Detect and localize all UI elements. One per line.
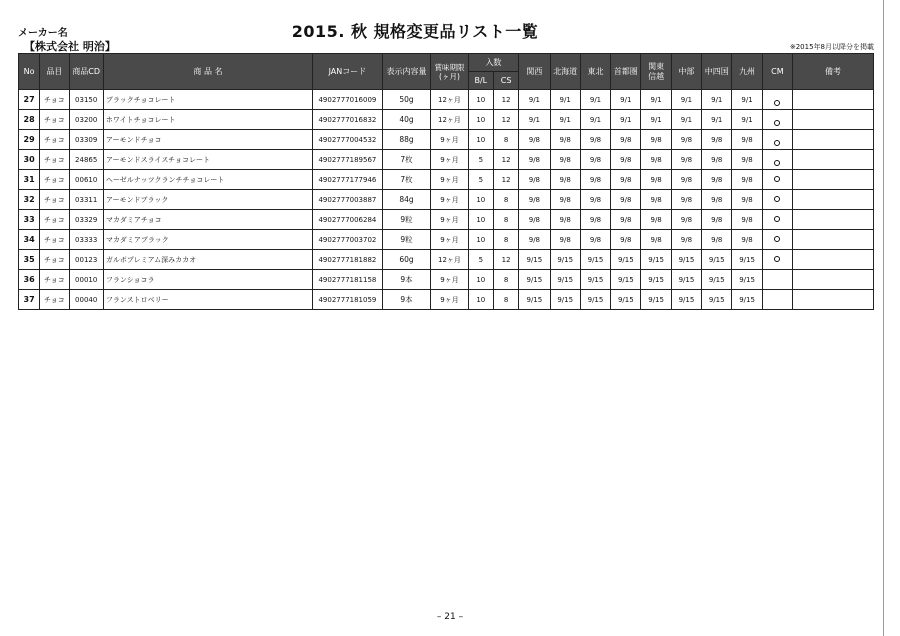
- col-kansai: 関西: [519, 54, 550, 90]
- row-date-kansai: 9/8: [519, 190, 550, 210]
- row-date-chushikoku: 9/8: [702, 130, 732, 150]
- row-date-kansai: 9/15: [519, 270, 550, 290]
- row-qty-cs: 8: [493, 290, 518, 310]
- row-date-shutoken: 9/15: [611, 290, 641, 310]
- maker-name: 【株式会社 明治】: [24, 40, 116, 53]
- col-chubu: 中部: [671, 54, 701, 90]
- row-code: 00610: [69, 170, 103, 190]
- table-row: [19, 270, 874, 290]
- row-category: チョコ: [40, 290, 69, 310]
- row-date-hokkaido: 9/8: [550, 150, 580, 170]
- row-qty-cs: 12: [493, 90, 518, 110]
- row-date-hokkaido: 9/1: [550, 90, 580, 110]
- row-product-name: フランストロベリー: [103, 290, 312, 310]
- row-date-chushikoku: 9/15: [702, 290, 732, 310]
- row-date-kansai: 9/15: [519, 290, 550, 310]
- row-date-chushikoku: 9/8: [702, 230, 732, 250]
- table-row: [19, 170, 874, 190]
- row-date-hokkaido: 9/1: [550, 110, 580, 130]
- row-date-shutoken: 9/1: [611, 110, 641, 130]
- col-remarks: 備考: [793, 54, 874, 90]
- row-qty-cs: 12: [493, 250, 518, 270]
- row-jan-code: 4902777016009: [313, 90, 383, 110]
- row-date-chubu: 9/8: [671, 130, 701, 150]
- row-date-chubu: 9/8: [671, 170, 701, 190]
- row-date-hokkaido: 9/15: [550, 250, 580, 270]
- row-date-kyushu: 9/15: [732, 290, 762, 310]
- listing-note: ※2015年8月以降分を掲載: [789, 43, 874, 51]
- row-date-tohoku: 9/15: [580, 290, 610, 310]
- row-qty-bl: 5: [468, 170, 493, 190]
- row-date-kanto-shinetsu: 9/8: [641, 170, 671, 190]
- row-jan-code: 4902777177946: [313, 170, 383, 190]
- row-capacity: 60g: [382, 250, 431, 270]
- row-cm: [762, 130, 792, 150]
- col-qty-cs: CS: [493, 72, 518, 90]
- row-shelf-life: 9ヶ月: [431, 270, 468, 290]
- row-date-tohoku: 9/8: [580, 130, 610, 150]
- col-code: 商品CD: [69, 54, 103, 90]
- row-shelf-life: 12ヶ月: [431, 90, 468, 110]
- row-date-chubu: 9/8: [671, 210, 701, 230]
- row-cm: [762, 190, 792, 210]
- row-date-kyushu: 9/8: [732, 130, 762, 150]
- page-title: 2015. 秋 規格変更品リスト一覧: [291, 22, 539, 41]
- row-remarks: [793, 150, 874, 170]
- row-code: 03311: [69, 190, 103, 210]
- row-capacity: 9本: [382, 290, 431, 310]
- row-remarks: [793, 110, 874, 130]
- row-remarks: [793, 270, 874, 290]
- row-date-hokkaido: 9/15: [550, 290, 580, 310]
- row-date-shutoken: 9/1: [611, 90, 641, 110]
- table-row: [19, 110, 874, 130]
- row-code: 03150: [69, 90, 103, 110]
- row-date-chushikoku: 9/15: [702, 270, 732, 290]
- row-code: 24865: [69, 150, 103, 170]
- row-jan-code: 4902777004532: [313, 130, 383, 150]
- row-date-kyushu: 9/8: [732, 230, 762, 250]
- row-cm: [762, 150, 792, 170]
- row-product-name: ヘーゼルナッツクランチチョコレート: [103, 170, 312, 190]
- col-tohoku: 東北: [580, 54, 610, 90]
- row-cm: [762, 230, 792, 250]
- row-product-name: ガルボプレミアム深みカカオ: [103, 250, 312, 270]
- table-header-row: [19, 54, 874, 72]
- row-remarks: [793, 210, 874, 230]
- maker-label: メーカー名: [18, 28, 68, 39]
- row-date-chubu: 9/1: [671, 110, 701, 130]
- col-capacity: 表示内容量: [382, 54, 431, 90]
- row-date-chubu: 9/8: [671, 150, 701, 170]
- row-jan-code: 4902777003702: [313, 230, 383, 250]
- row-date-chushikoku: 9/8: [702, 190, 732, 210]
- cm-circle-icon: [774, 100, 780, 106]
- row-category: チョコ: [40, 90, 69, 110]
- row-date-shutoken: 9/8: [611, 210, 641, 230]
- cm-circle-icon: [774, 176, 780, 182]
- row-category: チョコ: [40, 170, 69, 190]
- row-capacity: 84g: [382, 190, 431, 210]
- col-shelf-life: 賞味期限 (ヶ月): [431, 54, 468, 90]
- table-row: [19, 210, 874, 230]
- row-date-hokkaido: 9/8: [550, 230, 580, 250]
- row-product-name: アーモンドブラック: [103, 190, 312, 210]
- row-date-tohoku: 9/8: [580, 230, 610, 250]
- row-capacity: 50g: [382, 90, 431, 110]
- row-date-kansai: 9/8: [519, 170, 550, 190]
- row-no: 35: [19, 250, 40, 270]
- row-cm: [762, 110, 792, 130]
- row-date-shutoken: 9/15: [611, 270, 641, 290]
- row-no: 29: [19, 130, 40, 150]
- row-jan-code: 4902777181059: [313, 290, 383, 310]
- row-qty-bl: 10: [468, 90, 493, 110]
- row-date-hokkaido: 9/8: [550, 190, 580, 210]
- col-shutoken: 首都圏: [611, 54, 641, 90]
- row-jan-code: 4902777006284: [313, 210, 383, 230]
- row-product-name: ブラックチョコレート: [103, 90, 312, 110]
- row-category: チョコ: [40, 130, 69, 150]
- row-shelf-life: 9ヶ月: [431, 130, 468, 150]
- page-edge-rule: [883, 0, 884, 636]
- row-jan-code: 4902777016832: [313, 110, 383, 130]
- row-date-kanto-shinetsu: 9/8: [641, 210, 671, 230]
- col-cm: CM: [762, 54, 792, 90]
- col-no: No: [19, 54, 40, 90]
- row-date-tohoku: 9/8: [580, 190, 610, 210]
- cm-circle-icon: [774, 140, 780, 146]
- row-remarks: [793, 170, 874, 190]
- row-qty-bl: 5: [468, 150, 493, 170]
- row-date-kansai: 9/8: [519, 130, 550, 150]
- row-date-kansai: 9/8: [519, 230, 550, 250]
- row-qty-bl: 10: [468, 190, 493, 210]
- row-date-tohoku: 9/1: [580, 90, 610, 110]
- row-date-chushikoku: 9/15: [702, 250, 732, 270]
- row-category: チョコ: [40, 150, 69, 170]
- row-capacity: 7枚: [382, 150, 431, 170]
- row-date-kansai: 9/8: [519, 150, 550, 170]
- row-category: チョコ: [40, 250, 69, 270]
- row-date-kyushu: 9/8: [732, 170, 762, 190]
- table-row: [19, 90, 874, 110]
- row-qty-bl: 10: [468, 270, 493, 290]
- row-no: 31: [19, 170, 40, 190]
- row-date-kansai: 9/8: [519, 210, 550, 230]
- row-cm: [762, 270, 792, 290]
- row-cm: [762, 250, 792, 270]
- row-shelf-life: 9ヶ月: [431, 290, 468, 310]
- row-category: チョコ: [40, 270, 69, 290]
- col-kyushu: 九州: [732, 54, 762, 90]
- table-row: [19, 190, 874, 210]
- row-qty-cs: 12: [493, 150, 518, 170]
- row-category: チョコ: [40, 230, 69, 250]
- row-no: 34: [19, 230, 40, 250]
- row-date-hokkaido: 9/8: [550, 170, 580, 190]
- cm-circle-icon: [774, 120, 780, 126]
- table-row: [19, 290, 874, 310]
- row-date-chubu: 9/15: [671, 250, 701, 270]
- row-date-kyushu: 9/15: [732, 270, 762, 290]
- row-category: チョコ: [40, 210, 69, 230]
- row-qty-bl: 10: [468, 130, 493, 150]
- row-date-shutoken: 9/8: [611, 170, 641, 190]
- row-date-kanto-shinetsu: 9/8: [641, 150, 671, 170]
- row-qty-cs: 8: [493, 230, 518, 250]
- row-cm: [762, 170, 792, 190]
- row-date-shutoken: 9/15: [611, 250, 641, 270]
- row-date-kanto-shinetsu: 9/15: [641, 250, 671, 270]
- row-shelf-life: 9ヶ月: [431, 230, 468, 250]
- table-row: [19, 250, 874, 270]
- col-name: 商 品 名: [103, 54, 312, 90]
- row-date-tohoku: 9/1: [580, 110, 610, 130]
- row-date-kyushu: 9/8: [732, 210, 762, 230]
- row-date-kanto-shinetsu: 9/15: [641, 270, 671, 290]
- row-no: 30: [19, 150, 40, 170]
- row-date-shutoken: 9/8: [611, 150, 641, 170]
- cm-circle-icon: [774, 256, 780, 262]
- row-date-tohoku: 9/8: [580, 150, 610, 170]
- row-capacity: 9本: [382, 270, 431, 290]
- col-jan: JANコード: [313, 54, 383, 90]
- row-capacity: 40g: [382, 110, 431, 130]
- row-date-chubu: 9/8: [671, 190, 701, 210]
- row-product-name: アーモンドスライスチョコレート: [103, 150, 312, 170]
- row-qty-cs: 12: [493, 170, 518, 190]
- col-qty-bl: B/L: [468, 72, 493, 90]
- row-capacity: 9粒: [382, 210, 431, 230]
- row-date-chushikoku: 9/1: [702, 90, 732, 110]
- row-date-tohoku: 9/8: [580, 170, 610, 190]
- col-chushikoku: 中四国: [702, 54, 732, 90]
- row-date-chushikoku: 9/8: [702, 150, 732, 170]
- row-date-kanto-shinetsu: 9/15: [641, 290, 671, 310]
- row-date-tohoku: 9/15: [580, 270, 610, 290]
- spec-change-table: [18, 53, 874, 310]
- row-code: 03309: [69, 130, 103, 150]
- row-shelf-life: 9ヶ月: [431, 170, 468, 190]
- row-product-name: マカダミアチョコ: [103, 210, 312, 230]
- row-product-name: アーモンドチョコ: [103, 130, 312, 150]
- row-cm: [762, 210, 792, 230]
- row-date-kyushu: 9/15: [732, 250, 762, 270]
- row-code: 00010: [69, 270, 103, 290]
- row-date-chushikoku: 9/8: [702, 210, 732, 230]
- row-date-kanto-shinetsu: 9/8: [641, 230, 671, 250]
- row-no: 28: [19, 110, 40, 130]
- row-date-kyushu: 9/8: [732, 190, 762, 210]
- row-remarks: [793, 130, 874, 150]
- page-number: – 21 –: [436, 612, 464, 622]
- row-no: 27: [19, 90, 40, 110]
- row-date-kanto-shinetsu: 9/8: [641, 130, 671, 150]
- col-qty: 入数: [468, 54, 519, 72]
- row-shelf-life: 9ヶ月: [431, 150, 468, 170]
- row-date-kanto-shinetsu: 9/1: [641, 90, 671, 110]
- row-date-shutoken: 9/8: [611, 130, 641, 150]
- row-date-kanto-shinetsu: 9/8: [641, 190, 671, 210]
- cm-circle-icon: [774, 196, 780, 202]
- row-date-kyushu: 9/1: [732, 90, 762, 110]
- row-date-shutoken: 9/8: [611, 190, 641, 210]
- row-date-chubu: 9/15: [671, 270, 701, 290]
- row-remarks: [793, 230, 874, 250]
- row-date-chushikoku: 9/8: [702, 170, 732, 190]
- row-shelf-life: 9ヶ月: [431, 190, 468, 210]
- row-remarks: [793, 90, 874, 110]
- col-hokkaido: 北海道: [550, 54, 580, 90]
- cm-circle-icon: [774, 236, 780, 242]
- row-category: チョコ: [40, 190, 69, 210]
- row-qty-cs: 12: [493, 110, 518, 130]
- cm-circle-icon: [774, 216, 780, 222]
- row-jan-code: 4902777181882: [313, 250, 383, 270]
- row-cm: [762, 90, 792, 110]
- row-date-kansai: 9/15: [519, 250, 550, 270]
- row-date-kyushu: 9/1: [732, 110, 762, 130]
- row-capacity: 9粒: [382, 230, 431, 250]
- row-date-chushikoku: 9/1: [702, 110, 732, 130]
- row-code: 03333: [69, 230, 103, 250]
- row-qty-bl: 10: [468, 210, 493, 230]
- row-qty-bl: 5: [468, 250, 493, 270]
- row-date-hokkaido: 9/15: [550, 270, 580, 290]
- cm-circle-icon: [774, 160, 780, 166]
- row-capacity: 88g: [382, 130, 431, 150]
- row-no: 37: [19, 290, 40, 310]
- row-date-hokkaido: 9/8: [550, 130, 580, 150]
- row-date-chubu: 9/15: [671, 290, 701, 310]
- table-row: [19, 230, 874, 250]
- row-qty-cs: 8: [493, 210, 518, 230]
- row-category: チョコ: [40, 110, 69, 130]
- row-qty-bl: 10: [468, 230, 493, 250]
- row-shelf-life: 12ヶ月: [431, 250, 468, 270]
- row-date-tohoku: 9/8: [580, 210, 610, 230]
- row-date-tohoku: 9/15: [580, 250, 610, 270]
- row-date-chubu: 9/1: [671, 90, 701, 110]
- row-product-name: ホワイトチョコレート: [103, 110, 312, 130]
- row-date-hokkaido: 9/8: [550, 210, 580, 230]
- row-qty-bl: 10: [468, 290, 493, 310]
- col-kanto-shinetsu: 関東 信越: [641, 54, 671, 90]
- row-qty-cs: 8: [493, 190, 518, 210]
- row-date-kansai: 9/1: [519, 110, 550, 130]
- table-body: [19, 90, 874, 310]
- row-remarks: [793, 190, 874, 210]
- row-remarks: [793, 290, 874, 310]
- row-jan-code: 4902777181158: [313, 270, 383, 290]
- row-product-name: マカダミアブラック: [103, 230, 312, 250]
- row-capacity: 7枚: [382, 170, 431, 190]
- row-date-shutoken: 9/8: [611, 230, 641, 250]
- table-row: [19, 150, 874, 170]
- row-no: 33: [19, 210, 40, 230]
- row-code: 00123: [69, 250, 103, 270]
- row-remarks: [793, 250, 874, 270]
- row-cm: [762, 290, 792, 310]
- row-no: 32: [19, 190, 40, 210]
- row-date-chubu: 9/8: [671, 230, 701, 250]
- row-shelf-life: 12ヶ月: [431, 110, 468, 130]
- row-qty-cs: 8: [493, 130, 518, 150]
- row-code: 03200: [69, 110, 103, 130]
- table-row: [19, 130, 874, 150]
- col-category: 品目: [40, 54, 69, 90]
- row-jan-code: 4902777003887: [313, 190, 383, 210]
- row-qty-bl: 10: [468, 110, 493, 130]
- row-shelf-life: 9ヶ月: [431, 210, 468, 230]
- row-product-name: フランショコラ: [103, 270, 312, 290]
- row-qty-cs: 8: [493, 270, 518, 290]
- row-code: 03329: [69, 210, 103, 230]
- row-no: 36: [19, 270, 40, 290]
- row-date-kanto-shinetsu: 9/1: [641, 110, 671, 130]
- row-jan-code: 4902777189567: [313, 150, 383, 170]
- row-code: 00040: [69, 290, 103, 310]
- row-date-kansai: 9/1: [519, 90, 550, 110]
- row-date-kyushu: 9/8: [732, 150, 762, 170]
